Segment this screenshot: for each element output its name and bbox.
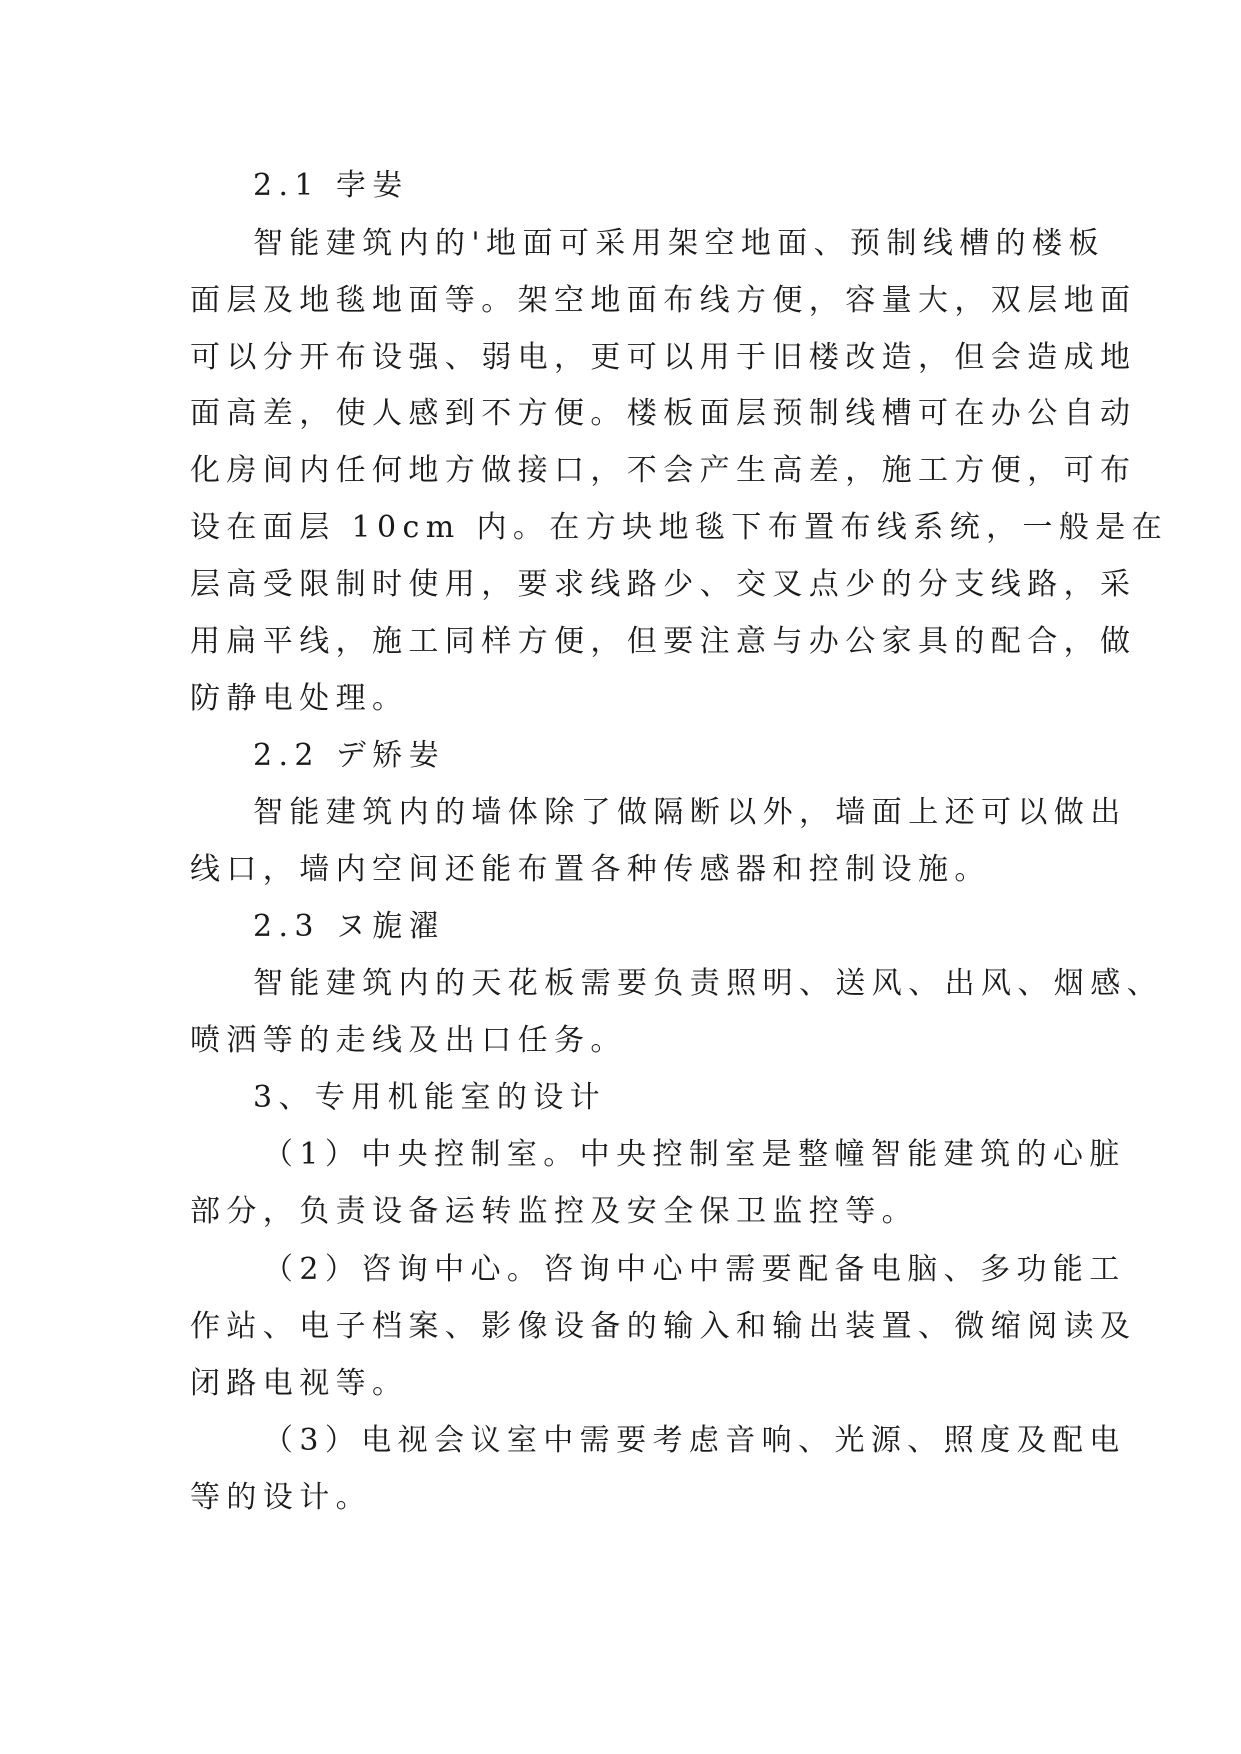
paragraph-line: 部分，负责设备运转监控及安全保卫监控等。 [190, 1194, 918, 1229]
heading-2-1: 2.1 孛妛 [253, 168, 409, 203]
heading-2-2: 2.2 デ矫妛 [253, 738, 446, 773]
paragraph-line: 面层及地毯地面等。架空地面布线方便，容量大，双层地面 [190, 283, 1137, 318]
paragraph-line: 防静电处理。 [190, 681, 409, 716]
paragraph-line: 智能建筑内的天花板需要负责照明、送风、出风、烟感、 [253, 966, 1163, 1001]
paragraph-line: 智能建筑内的'地面可采用架空地面、预制线槽的楼板 [253, 226, 1105, 261]
paragraph-line: 面高差，使人感到不方便。楼板面层预制线槽可在办公自动 [190, 396, 1137, 431]
paragraph-line: 层高受限制时使用，要求线路少、交叉点少的分支线路，采 [190, 567, 1137, 602]
list-item-3: （3）电视会议室中需要考虑音响、光源、照度及配电 [263, 1423, 1126, 1458]
paragraph-line: 用扁平线，施工同样方便，但要注意与办公家具的配合，做 [190, 624, 1137, 659]
paragraph-line: 等的设计。 [190, 1480, 372, 1515]
paragraph-line: 智能建筑内的墙体除了做隔断以外，墙面上还可以做出 [253, 795, 1127, 830]
list-item-1: （1）中央控制室。中央控制室是整幢智能建筑的心脏 [263, 1137, 1126, 1172]
paragraph-line: 线口，墙内空间还能布置各种传感器和控制设施。 [190, 852, 991, 887]
paragraph-line: 闭路电视等。 [190, 1366, 409, 1401]
paragraph-line: 设在面层 10cm 内。在方块地毯下布置布线系统，一般是在 [190, 510, 1169, 545]
paragraph-line: 喷洒等的走线及出口任务。 [190, 1023, 627, 1058]
heading-2-3: 2.3 ヌ旎濯 [253, 909, 446, 944]
list-item-2: （2）咨询中心。咨询中心中需要配备电脑、多功能工 [263, 1252, 1126, 1287]
heading-3: 3、专用机能室的设计 [253, 1080, 607, 1115]
paragraph-line: 可以分开布设强、弱电，更可以用于旧楼改造，但会造成地 [190, 340, 1137, 375]
paragraph-line: 化房间内任何地方做接口，不会产生高差，施工方便，可布 [190, 453, 1137, 488]
paragraph-line: 作站、电子档案、影像设备的输入和输出装置、微缩阅读及 [190, 1309, 1137, 1344]
